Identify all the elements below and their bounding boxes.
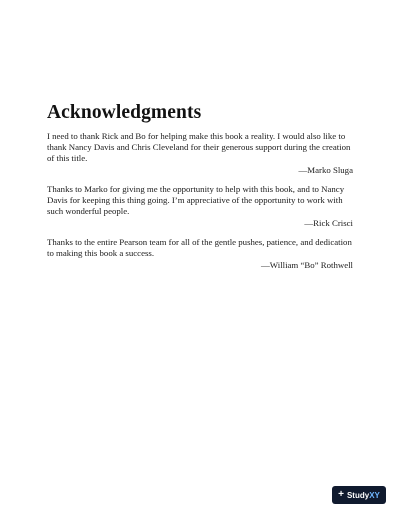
- acknowledgment-signature: —William “Bo” Rothwell: [261, 260, 353, 270]
- acknowledgment-signature: —Marko Sluga: [298, 165, 353, 175]
- acknowledgment-text: I need to thank Rick and Bo for helping make this book a reality. I would also like to thank Nancy Davis and Chris Cleveland for their generous support during the creation of this title.: [47, 131, 351, 163]
- acknowledgment-entry: [47, 184, 353, 229]
- document-page: [47, 101, 353, 279]
- acknowledgment-entry: [47, 237, 353, 271]
- acknowledgment-entry: [47, 131, 353, 176]
- studyxy-badge[interactable]: [332, 486, 386, 504]
- plus-icon: +: [338, 489, 344, 500]
- page-title: Acknowledgments: [47, 102, 202, 123]
- badge-label-accent: XY: [369, 490, 380, 500]
- badge-label-main: Study: [346, 490, 370, 500]
- acknowledgment-signature: —Rick Crisci: [304, 218, 353, 228]
- acknowledgment-text: Thanks to the entire Pearson team for all of the gentle pushes, patience, and dedication to making this book a success.: [47, 237, 352, 258]
- badge-label: [347, 491, 380, 500]
- acknowledgment-text: Thanks to Marko for giving me the opportunity to help with this book, and to Nancy Davis for keeping this thing going. I’m appreciative of the opportunity to work with such wonderful people.: [47, 184, 345, 216]
